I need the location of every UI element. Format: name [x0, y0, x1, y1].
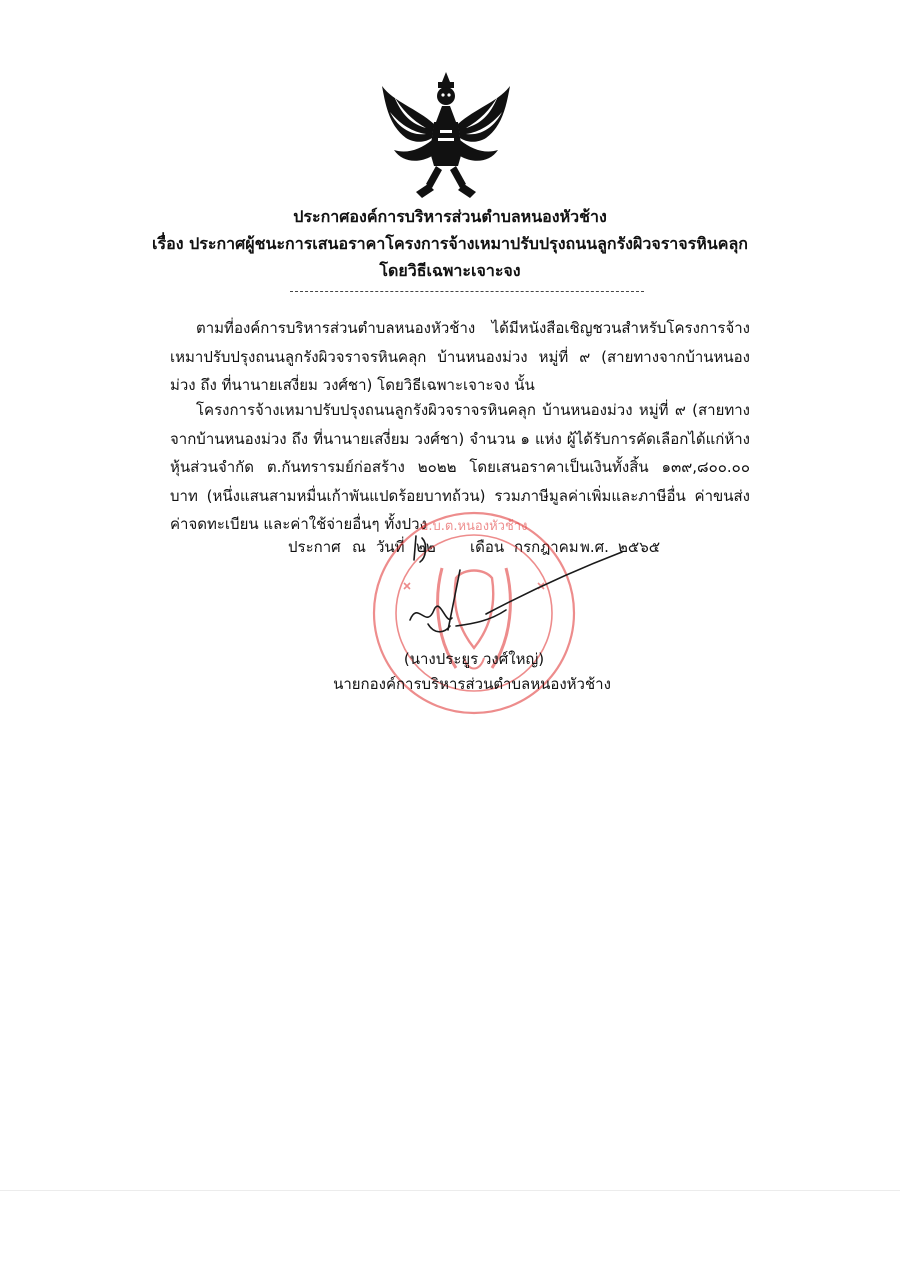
announcement-method: โดยวิธีเฉพาะเจาะจง: [379, 261, 521, 280]
dashed-divider: [290, 291, 644, 292]
paragraph-1-text: ตามที่องค์การบริหารส่วนตำบลหนองหัวช้าง ได้มีหนังสือเชิญชวนสำหรับโครงการจ้างเหมาปรับปรุงถนนลูกรังผิวจราจรหินคลุก บ้านหนองม่วง หมู่ที่ ๙ (สายทางจากบ้านหนองม่วง ถึง ที่นานายเสงี่ยม วงศ์ชา) โดยวิธีเฉพาะเจาะจง นั้น: [170, 319, 750, 394]
garuda-emblem-icon: [376, 68, 516, 204]
month-label: เดือน: [470, 538, 505, 556]
day-label: วันที่: [376, 538, 405, 556]
announce-at: ณ: [352, 538, 366, 556]
seal-text: อ.บ.ต.หนองหัวช้าง: [420, 519, 528, 534]
paragraph-1: [170, 314, 750, 400]
signatory-title: นายกองค์การบริหารส่วนตำบลหนองหัวช้าง: [333, 675, 611, 693]
announce-prefix: ประกาศ: [288, 538, 341, 556]
signatory-title-line: [0, 672, 900, 696]
day-value: ๒๒: [416, 538, 436, 556]
paragraph-2-text: โครงการจ้างเหมาปรับปรุงถนนลูกรังผิวจราจรหินคลุก บ้านหนองม่วง หมู่ที่ ๙ (สายทางจากบ้านหนองม่วง ถึง ที่นานายเสงี่ยม วงศ์ชา) จำนวน ๑ แห่ง ผู้ได้รับการคัดเลือกได้แก่ห้างหุ้นส่วนจำกัด ต.กันทรารมย์ก่อสร้าง ๒๐๒๒ โดยเสนอราคาเป็นเงินทั้งสิ้น ๑๓๙,๘๐๐.๐๐ บาท (หนึ่งแสนสามหมื่นเก้าพันแปดร้อยบาทถ้วน) รวมภาษีมูลค่าเพิ่มและภาษีอื่น ค่าขนส่ง ค่าจดทะเบียน และค่าใช้จ่ายอื่นๆ ทั้งปวง: [170, 401, 750, 533]
signatory-name-line: [0, 647, 900, 671]
year-value: ๒๕๖๕: [618, 538, 661, 556]
month-value: กรกฎาคม: [514, 538, 579, 556]
paragraph-2: [170, 396, 750, 539]
year-label: พ.ศ.: [580, 538, 609, 556]
announcement-title: ประกาศองค์การบริหารส่วนตำบลหนองหัวช้าง: [293, 207, 607, 226]
page-bottom-edge: [0, 1190, 900, 1191]
announcement-subject: เรื่อง ประกาศผู้ชนะการเสนอราคาโครงการจ้างเหมาปรับปรุงถนนลูกรังผิวจราจรหินคลุก: [152, 234, 748, 253]
signatory-name: (นางประยูร วงศ์ใหญ่): [403, 650, 545, 668]
